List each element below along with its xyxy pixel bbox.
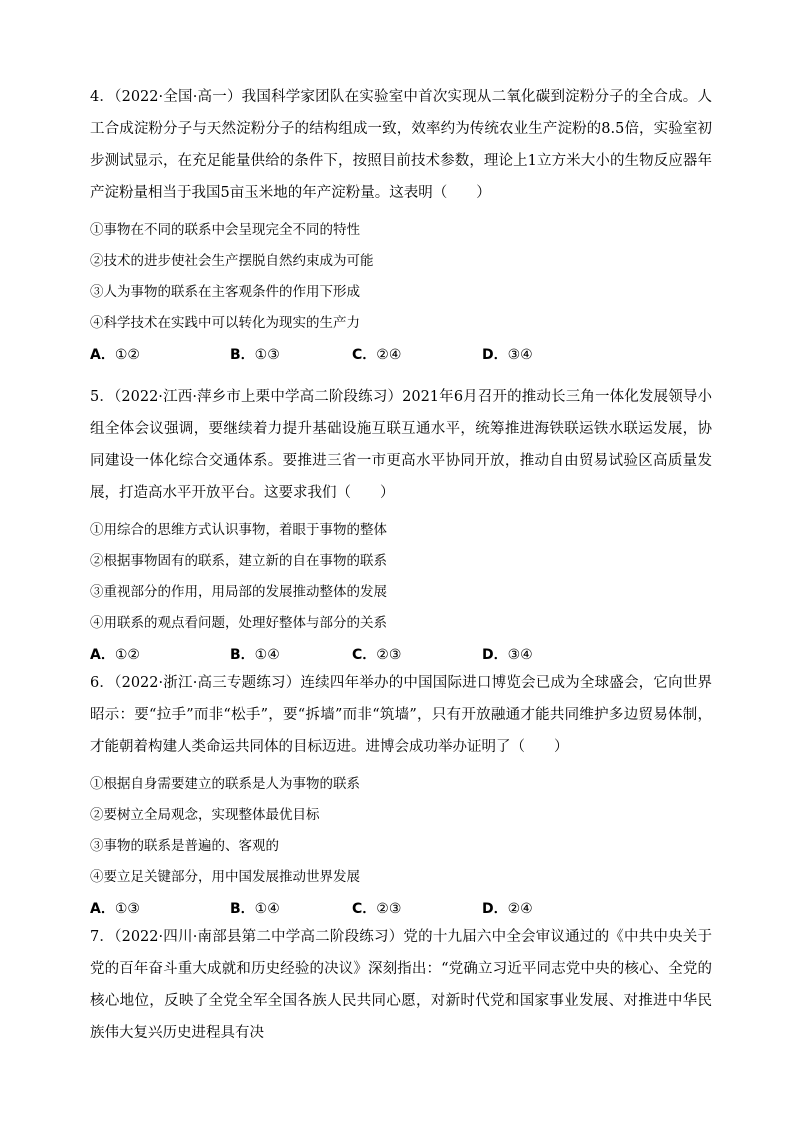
choice-a[interactable] [90, 345, 140, 365]
choice-letter: B． [230, 901, 255, 917]
choice-d[interactable] [482, 645, 533, 665]
question-6 [90, 667, 712, 919]
statement-option: ②技术的进步使社会生产摆脱自然约束成为可能 [90, 253, 374, 269]
choice-c[interactable] [352, 899, 401, 919]
statement-option: ②要树立全局观念，实现整体最优目标 [90, 807, 320, 823]
choice-c[interactable] [352, 345, 401, 365]
question-stem [90, 667, 712, 763]
choice-text: ①④ [254, 647, 280, 663]
statement-option: ③重视部分的作用，用局部的发展推动整体的发展 [90, 584, 387, 600]
answer-choices [90, 899, 712, 919]
statement-option: ④要立足关键部分，用中国发展推动世界发展 [90, 869, 360, 885]
choice-letter: D． [482, 347, 508, 363]
choice-letter: C． [352, 901, 377, 917]
question-stem [90, 81, 712, 209]
question-source: （2022·全国·高一） [114, 89, 242, 105]
choice-text: ①③ [114, 901, 140, 917]
choice-letter: A． [90, 901, 115, 917]
choice-a[interactable] [90, 899, 140, 919]
choice-text: ②④ [376, 347, 402, 363]
choice-text: ①② [114, 647, 140, 663]
choice-letter: D． [482, 647, 508, 663]
question-number: 6． [90, 675, 115, 691]
statement-option: ①事物在不同的联系中会呈现完全不同的特性 [90, 222, 360, 238]
choice-text: ②③ [376, 901, 402, 917]
answer-choices [90, 345, 712, 365]
question-text: 连续四年举办的中国国际进口博览会已成为全球盛会，它向世界昭示：要“拉手”而非“松手”，要“拆墙”而非“筑墙”，只有开放融通才能共同维护多边贸易体制，才能朝着构建人类命运共同体的目标迈进。进博会成功举办证明了（ ） [90, 675, 712, 755]
statement-option: ④科学技术在实践中可以转化为现实的生产力 [90, 315, 360, 331]
choice-letter: D． [482, 901, 508, 917]
statement-option: ③事物的联系是普遍的、客观的 [90, 838, 279, 854]
question-number: 5． [90, 389, 115, 405]
choice-letter: A． [90, 647, 115, 663]
statement-option: ①根据自身需要建立的联系是人为事物的联系 [90, 776, 360, 792]
choice-d[interactable] [482, 345, 533, 365]
question-7 [90, 921, 712, 1049]
choice-b[interactable] [230, 645, 280, 665]
statement-option: ④用联系的观点看问题，处理好整体与部分的关系 [90, 615, 387, 631]
choice-letter: B． [230, 347, 255, 363]
answer-choices [90, 645, 712, 665]
question-source: （2022·浙江·高三专题练习） [114, 675, 301, 691]
question-source: （2022·四川·南部县第二中学高二阶段练习） [114, 929, 404, 945]
choice-text: ①② [114, 347, 140, 363]
choice-a[interactable] [90, 645, 140, 665]
choice-b[interactable] [230, 345, 280, 365]
choice-letter: C． [352, 347, 377, 363]
question-source: （2022·江西·萍乡市上栗中学高二阶段练习） [114, 389, 403, 405]
statement-option: ①用综合的思维方式认识事物，着眼于事物的整体 [90, 522, 387, 538]
choice-text: ②③ [376, 647, 402, 663]
statement-option: ②根据事物固有的联系，建立新的自在事物的联系 [90, 553, 387, 569]
choice-text: ③④ [507, 647, 533, 663]
choice-letter: C． [352, 647, 377, 663]
question-5 [90, 381, 712, 665]
choice-letter: A． [90, 347, 115, 363]
question-text: 我国科学家团队在实验室中首次实现从二氧化碳到淀粉分子的全合成。人工合成淀粉分子与天然淀粉分子的结构组成一致，效率约为传统农业生产淀粉的8.5倍，实验室初步测试显示，在充足能量供给的条件下，按照目前技术参数，理论上1立方米大小的生物反应器年产淀粉量相当于我国5亩玉米地的年产淀粉量。这表明（ ） [90, 89, 712, 201]
choice-b[interactable] [230, 899, 280, 919]
question-text: 2021年6月召开的推动长三角一体化发展领导小组全体会议强调，要继续着力提升基础设施互联互通水平，统筹推进海铁联运铁水联运发展，协同建设一体化综合交通体系。要推进三省一市更高水平协同开放，推动自由贸易试验区高质量发展，打造高水平开放平台。这要求我们（ ） [90, 389, 712, 501]
choice-text: ①④ [254, 901, 280, 917]
choice-text: ②④ [507, 901, 533, 917]
question-number: 7． [90, 929, 115, 945]
question-4 [90, 81, 712, 365]
choice-text: ①③ [254, 347, 280, 363]
question-text: 党的十九届六中全会审议通过的《中共中央关于党的百年奋斗重大成就和历史经验的决议》深刻指出：“党确立习近平同志党中央的核心、全党的核心地位，反映了全党全军全国各族人民共同心愿，对新时代党和国家事业发展、对推进中华民族伟大复兴历史进程具有决 [90, 929, 712, 1041]
choice-d[interactable] [482, 899, 533, 919]
question-stem [90, 921, 712, 1049]
question-number: 4． [90, 89, 115, 105]
statement-option: ③人为事物的联系在主客观条件的作用下形成 [90, 284, 360, 300]
choice-text: ③④ [507, 347, 533, 363]
choice-letter: B． [230, 647, 255, 663]
choice-c[interactable] [352, 645, 401, 665]
question-stem [90, 381, 712, 509]
